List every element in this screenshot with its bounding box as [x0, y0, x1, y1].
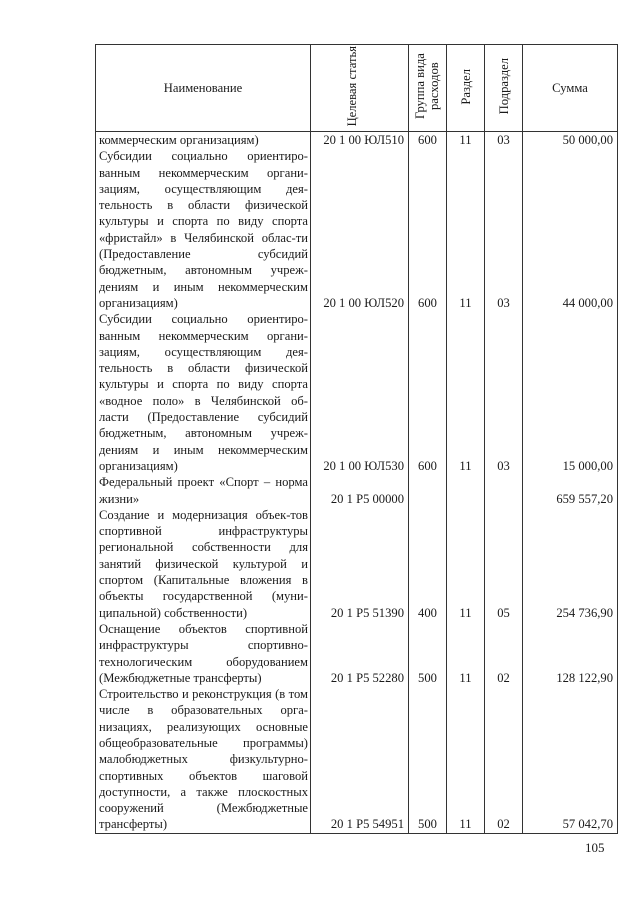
table-row [96, 311, 618, 474]
row-group [409, 474, 447, 507]
row-razdel: 11 [447, 311, 485, 474]
header-razdel [447, 45, 485, 132]
row-name: Субсидии социально ориентиро-ванным некоммерческим органи-зациям, осуществляющим дея-тельность в области физической культуры и спорта по виду спорта «фристайл» в Челябинской облас-ти (Предоставление субсидий бюджетным, автономным учреж-дениям и иным некоммерческим организациям) [96, 148, 311, 311]
row-sum: 57 042,70 [523, 686, 618, 833]
row-target: 20 1 Р5 51390 [311, 507, 409, 621]
table-row [96, 621, 618, 686]
row-razdel: 11 [447, 132, 485, 149]
row-group: 600 [409, 148, 447, 311]
row-name: коммерческим организациям) [96, 132, 311, 149]
header-target [311, 45, 409, 132]
header-name: Наименование [96, 45, 311, 132]
row-sum: 50 000,00 [523, 132, 618, 149]
row-target: 20 1 00 ЮЛ510 [311, 132, 409, 149]
row-razdel: 11 [447, 507, 485, 621]
row-name: Создание и модернизация объек-тов спортивной инфраструктуры региональной собственности для занятий физической культурой и спортом (Капитальные вложения в объекты государственной (муни-ципальной) собственности) [96, 507, 311, 621]
header-target-text: Целевая статья [344, 46, 359, 127]
table-header-row [96, 45, 618, 132]
row-razdel: 11 [447, 686, 485, 833]
row-sum: 15 000,00 [523, 311, 618, 474]
header-podrazdel-text: Подраздел [496, 58, 511, 115]
row-target: 20 1 Р5 52280 [311, 621, 409, 686]
row-podrazdel: 02 [485, 621, 523, 686]
table-row [96, 686, 618, 833]
row-sum: 659 557,20 [523, 474, 618, 507]
table-row [96, 507, 618, 621]
header-razdel-text: Раздел [458, 68, 473, 105]
header-group-text: Группа вида расходов [412, 53, 441, 120]
row-sum: 128 122,90 [523, 621, 618, 686]
row-sum: 254 736,90 [523, 507, 618, 621]
row-group: 600 [409, 311, 447, 474]
row-razdel [447, 474, 485, 507]
page-number: 105 [585, 840, 605, 855]
row-group: 500 [409, 686, 447, 833]
row-name: Строительство и реконструкция (в том числе в образовательных орга-низациях, реализующих основные общеобразовательные программы) малобюджетных физкультурно-спортивных объектов шаговой доступности, а также плоскостных сооружений (Межбюджетные трансферты) [96, 686, 311, 833]
row-podrazdel: 03 [485, 148, 523, 311]
header-sum: Сумма [523, 45, 618, 132]
row-podrazdel [485, 474, 523, 507]
table-row [96, 148, 618, 311]
row-razdel: 11 [447, 621, 485, 686]
row-name: Субсидии социально ориентиро-ванным некоммерческим органи-зациям, осуществляющим дея-тельность в области физической культуры и спорта по виду спорта «водное поло» в Челябинской об-ласти (Предоставление субсидий бюджетным, автономным учреж-дениям и иным некоммерческим организациям) [96, 311, 311, 474]
header-group [409, 45, 447, 132]
row-razdel: 11 [447, 148, 485, 311]
header-podrazdel [485, 45, 523, 132]
row-name: Оснащение объектов спортивной инфраструктуры спортивно-технологическим оборудованием (Межбюджетные трансферты) [96, 621, 311, 686]
row-group: 600 [409, 132, 447, 149]
row-group: 500 [409, 621, 447, 686]
row-podrazdel: 02 [485, 686, 523, 833]
table-row [96, 474, 618, 507]
budget-table [95, 44, 618, 834]
row-name: Федеральный проект «Спорт – норма жизни» [96, 474, 311, 507]
row-target: 20 1 Р5 00000 [311, 474, 409, 507]
row-target: 20 1 Р5 54951 [311, 686, 409, 833]
row-target: 20 1 00 ЮЛ530 [311, 311, 409, 474]
row-podrazdel: 03 [485, 311, 523, 474]
row-target: 20 1 00 ЮЛ520 [311, 148, 409, 311]
row-podrazdel: 03 [485, 132, 523, 149]
row-sum: 44 000,00 [523, 148, 618, 311]
table-row [96, 132, 618, 149]
row-podrazdel: 05 [485, 507, 523, 621]
row-group: 400 [409, 507, 447, 621]
